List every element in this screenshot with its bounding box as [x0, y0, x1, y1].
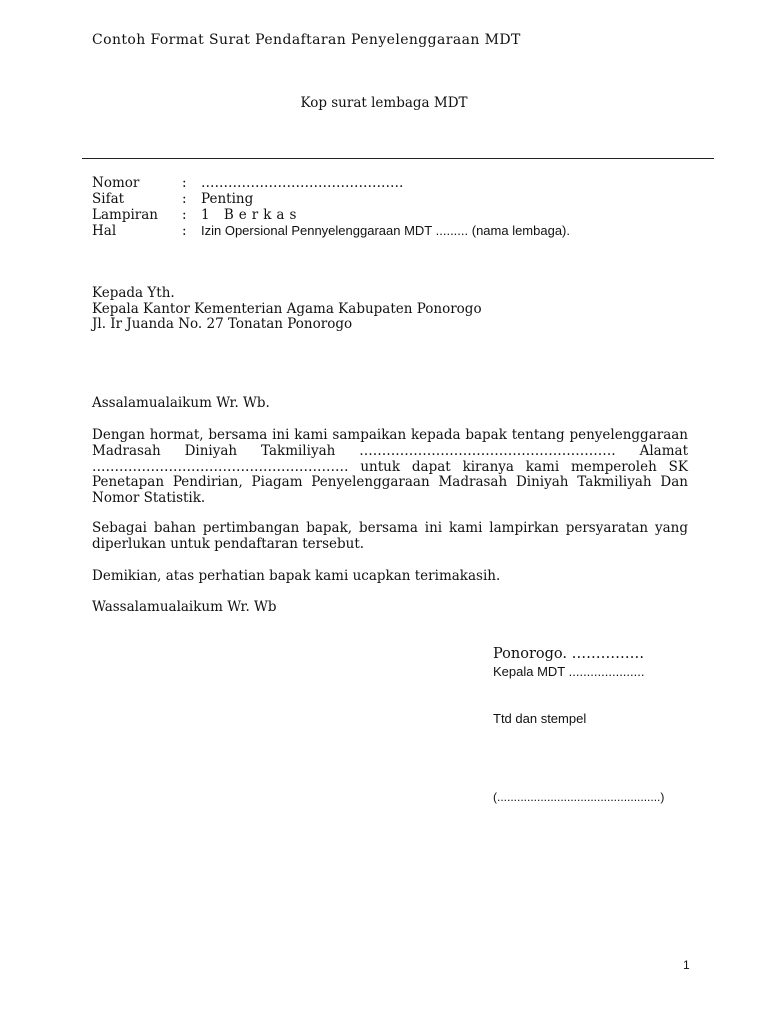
recipient-address: Jl. Ir Juanda No. 27 Tonatan Ponorogo	[92, 316, 353, 332]
body-paragraph-request: Dengan hormat, bersama ini kami sampaikan kepada bapak tentang penyelenggaraan Madrasah Diniyah Takmiliyah ………………………………………………… Alamat ………………………………………………… untuk dapat kiranya kami memperoleh SK Penetapan Pendirian, Piagam Penyelenggaraan Madrasah Diniyah Takmiliyah Dan Nomor Statistik.	[92, 427, 688, 507]
recipient-salutation: Kepada Yth.	[92, 285, 175, 301]
document-header: Contoh Format Surat Pendaftaran Penyelenggaraan MDT	[92, 32, 521, 48]
meta-value: ………………………………………	[201, 175, 404, 191]
letterhead-placeholder: Kop surat lembaga MDT	[300, 95, 468, 111]
meta-separator: :	[182, 223, 187, 239]
meta-label: Sifat	[92, 191, 125, 207]
body-paragraph-attachments: Sebagai bahan pertimbangan bapak, bersama ini kami lampirkan persyaratan yang diperlukan untuk pendaftaran tersebut.	[92, 520, 688, 552]
signature-note: Ttd dan stempel	[493, 711, 587, 726]
signature-title: Kepala MDT .....................	[493, 664, 645, 679]
meta-separator: :	[182, 207, 187, 223]
recipient-office: Kepala Kantor Kementerian Agama Kabupaten Ponorogo	[92, 300, 482, 317]
signature-place-date: Ponorogo. ……………	[493, 646, 645, 662]
opening-greeting: Assalamualaikum Wr. Wb.	[92, 395, 270, 411]
recipient-block	[92, 286, 482, 333]
closing-greeting: Wassalamualaikum Wr. Wb	[92, 599, 277, 615]
page-number: 1	[683, 958, 690, 972]
meta-value: Penting	[201, 191, 254, 207]
meta-value: Izin Opersional Pennyelenggaraan MDT ......... (nama lembaga).	[201, 223, 571, 238]
meta-separator: :	[182, 191, 187, 207]
letterhead-divider	[82, 158, 714, 159]
meta-label: Hal	[92, 223, 117, 239]
meta-label: Nomor	[92, 175, 140, 191]
meta-separator: :	[182, 175, 187, 191]
meta-value: 1 Berkas	[201, 207, 302, 223]
signature-name-placeholder: (.................................................)	[493, 790, 665, 804]
closing-sentence: Demikian, atas perhatian bapak kami ucapkan terimakasih.	[92, 568, 501, 584]
meta-label: Lampiran	[92, 207, 158, 223]
